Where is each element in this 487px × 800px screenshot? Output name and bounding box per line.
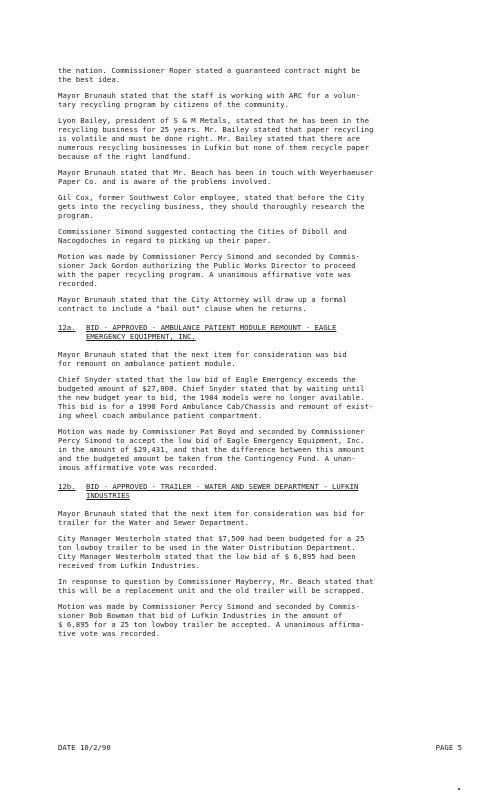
paragraph: Gil Cox, former Southwest Color employee, stated that before the City gets into the recycling business, they should thoroughly research the program. bbox=[58, 193, 365, 220]
paragraph: the nation. Commissioner Roper stated a guaranteed contract might be the best idea. bbox=[58, 66, 361, 84]
paragraph: Mayor Brunauh stated that the next item for consideration was bid for trailer for the Water and Sewer Department. bbox=[58, 509, 365, 527]
section-number: 12a. bbox=[58, 323, 76, 332]
paragraph: City Manager Westerholm stated that $7,500 had been budgeted for a 25 ton lowboy trailer to be used in the Water Distribution Department. City Manager Westerholm stated that the low bid of $ 6,895 had been received from Lufkin Industries. bbox=[58, 534, 365, 570]
section-heading-12a bbox=[58, 323, 462, 341]
paragraph: Motion was made by Commissioner Pat Boyd and seconded by Commissioner Percy Simond to accept the low bid of Eagle Emergency Equipment, Inc. in the amount of $29,431, and that the difference between this amount and the budgeted amount be taken from the Contingency Fund. A unan- imous affirmative vote was recorded. bbox=[58, 427, 365, 472]
section-heading-12b bbox=[58, 482, 462, 500]
paragraph: Chief Snyder stated that the low bid of Eagle Emergency exceeds the budgeted amount of $27,000. Chief Snyder stated that by waiting until the new budget year to bid, the 1984 models were no longer available. This bid is for a 1990 Ford Ambulance Cab/Chassis and remount of exist- ing wheel coach ambulance patient compartment. bbox=[58, 375, 374, 420]
page-footer bbox=[58, 743, 462, 752]
paragraph: In response to question by Commissioner Mayberry, Mr. Beach stated that this will be a replacement unit and the old trailer will be scrapped. bbox=[58, 577, 374, 595]
scan-speck bbox=[458, 788, 460, 790]
minutes-body bbox=[58, 66, 462, 645]
footer-page-number: PAGE 5 bbox=[435, 743, 462, 752]
paragraph: Motion was made by Commissioner Percy Simond and seconded by Commis- sioner Jack Gordon authorizing the Public Works Director to proceed with the paper recycling program. A unanimous affirmative vote was recorded. bbox=[58, 252, 361, 288]
paragraph: Lyon Bailey, president of S & M Metals, stated that he has been in the recycling business for 25 years. Mr. Bailey stated that paper recycling is volatile and must be done right. Mr. Bailey stated that there are numerous recycling businesses in Lufkin but none of them recycle paper because of the right landfund. bbox=[58, 116, 374, 161]
section-title: BID - APPROVED - TRAILER - WATER AND SEWER DEPARTMENT - LUFKIN INDUSTRIES bbox=[86, 482, 359, 500]
paragraph: Mayor Brunauh stated that the City Attorney will draw up a formal contract to include a "bail out" clause when he returns. bbox=[58, 295, 347, 313]
paragraph: Mayor Brunauh stated that the next item for consideration was bid for remount on ambulance patient module. bbox=[58, 350, 347, 368]
paragraph: Mayor Brunauh stated that the staff is working with ARC for a volun- tary recycling program by citizens of the community. bbox=[58, 91, 361, 109]
section-title: BID - APPROVED - AMBULANCE PATIENT MODULE REMOUNT - EAGLE EMERGENCY EQUIPMENT, INC. bbox=[86, 323, 337, 341]
paragraph: Mayor Brunauh stated that Mr. Beach has been in touch with Weyerhaeuser Paper Co. and is aware of the problems involved. bbox=[58, 168, 374, 186]
paragraph: Commissioner Simond suggested contacting the Cities of Diboll and Nacogdoches in regard to picking up their paper. bbox=[58, 227, 347, 245]
footer-date: DATE 10/2/90 bbox=[58, 743, 111, 752]
section-number: 12b. bbox=[58, 482, 76, 491]
paragraph: Motion was made by Commissioner Percy Simond and seconded by Commis- sioner Bob Bowman that bid of Lufkin Industries in the amount of $ 6,895 for a 25 ton lowboy trailer be accepted. A unanimous affirma- tive vote was recorded. bbox=[58, 602, 365, 638]
